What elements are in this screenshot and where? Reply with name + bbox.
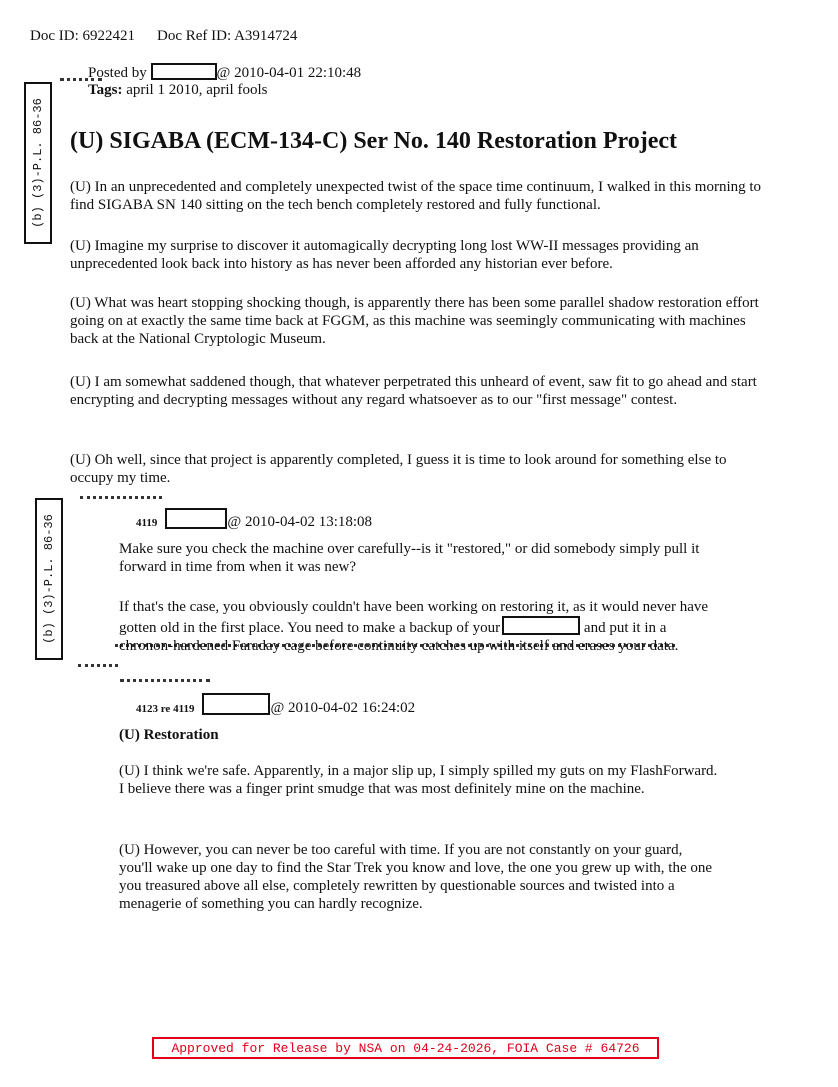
- post-paragraph: (U) In an unprecedented and completely unexpected twist of the space time continuum, I walked in this morning to find SIGABA SN 140 sitting on the tech bench completely restored and fully functional.: [70, 179, 762, 213]
- comment-number: 4119: [136, 517, 158, 529]
- post-paragraph: (U) I am somewhat saddened though, that whatever perpetrated this unheard of event, saw fit to go ahead and start encrypting and decrypting messages without any regard whatsoever as to our "first message" contest.: [70, 374, 757, 408]
- comment-paragraph: If that's the case, you obviously couldn't have been working on restoring it, as it would never have gotten old in the first place. You need to make a backup of your and put it in a chronon-hardened Faraday cage before continuity catches up with itself and erases your data.: [119, 599, 709, 654]
- comment-header: [136, 693, 415, 717]
- comment-paragraph: Make sure you check the machine over carefully--is it "restored," or did somebody simply pull it forward in time from when it was new?: [119, 541, 700, 575]
- dotted-trace-line: [78, 664, 118, 667]
- doc-id: Doc ID: 6922421: [30, 28, 135, 44]
- comment-timestamp: @ 2010-04-02 16:24:02: [270, 700, 416, 716]
- doc-ref-id: Doc Ref ID: A3914724: [157, 28, 298, 44]
- comment-header: [136, 508, 372, 531]
- post-paragraph: (U) Oh well, since that project is apparently completed, I guess it is time to look around for something else to occupy my time.: [70, 452, 727, 486]
- comment-timestamp: @ 2010-04-02 13:18:08: [227, 514, 373, 530]
- exemption-marker-top: (b) (3)-P.L. 86-36: [24, 82, 52, 244]
- comment-paragraph: (U) However, you can never be too careful with time. If you are not constantly on your guard, you'll wake up one day to find the Star Trek you know and love, the one you grew up with, the one you treasured above all else, completely rewritten by questionable sources and twisted into a menagerie of something you can hardly recognize.: [119, 842, 713, 912]
- tags-value: april 1 2010, april fools: [126, 82, 268, 98]
- document-header: [30, 28, 297, 45]
- post-tags: [88, 81, 267, 99]
- comment-paragraph: (U) I think we're safe. Apparently, in a major slip up, I simply spilled my guts on my FlashForward. I believe there was a finger print smudge that was most definitely mine on the machine.: [119, 763, 718, 797]
- redacted-name: [165, 508, 227, 529]
- tags-label: Tags:: [88, 82, 123, 98]
- exemption-marker-bottom: (b) (3)-P.L. 86-36: [35, 498, 63, 660]
- post-meta: [88, 63, 361, 82]
- dotted-trace-line: [120, 679, 210, 682]
- redacted-text: [502, 616, 580, 635]
- posted-by-label: Posted by: [88, 65, 147, 81]
- post-paragraph: (U) Imagine my surprise to discover it automagically decrypting long lost WW-II messages providing an unprecedented look back into history as has never been afforded any historian ever before.: [70, 238, 699, 272]
- redacted-name: [151, 63, 217, 80]
- release-stamp: Approved for Release by NSA on 04-24-2026, FOIA Case # 64726: [152, 1037, 659, 1059]
- comment-number: 4123 re 4119: [136, 703, 195, 715]
- posted-timestamp: @ 2010-04-01 22:10:48: [216, 65, 362, 81]
- dotted-trace-line: [80, 496, 162, 499]
- redacted-name: [202, 693, 270, 715]
- post-title: (U) SIGABA (ECM-134-C) Ser No. 140 Restoration Project: [70, 128, 678, 154]
- comment-title: (U) Restoration: [119, 727, 219, 743]
- post-paragraph: (U) What was heart stopping shocking though, is apparently there has been some parallel shadow restoration effort going on at exactly the same time back at FGGM, as this machine was seemingly communicating with machines back at the National Cryptologic Museum.: [70, 295, 759, 347]
